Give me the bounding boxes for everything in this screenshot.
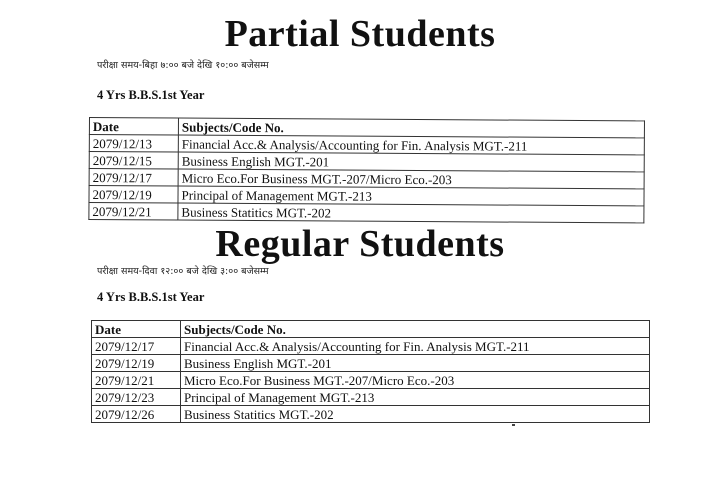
exam-date-cell: 2079/12/26 xyxy=(92,406,181,423)
regular-schedule-table xyxy=(91,320,650,423)
exam-date-cell: 2079/12/13 xyxy=(89,135,178,153)
subject-column-header: Subjects/Code No. xyxy=(178,118,644,138)
scan-speck xyxy=(512,424,515,426)
subject-cell: Business Statitics MGT.-202 xyxy=(181,406,650,423)
table-row xyxy=(92,355,650,372)
subject-cell: Business Statitics MGT.-202 xyxy=(178,203,644,223)
date-column-header: Date xyxy=(92,321,181,338)
subject-cell: Micro Eco.For Business MGT.-207/Micro Eco.-203 xyxy=(178,169,644,189)
date-column-header: Date xyxy=(89,118,178,136)
subject-cell: Business English MGT.-201 xyxy=(181,355,650,372)
regular-exam-time-note: परीक्षा समय-दिवा १२:०० बजे देखि ३:०० बजेसम्म xyxy=(97,266,269,277)
table-row xyxy=(89,203,644,223)
subject-cell: Micro Eco.For Business MGT.-207/Micro Eco.-203 xyxy=(181,372,650,389)
table-row xyxy=(92,406,650,423)
subject-cell: Financial Acc.& Analysis/Accounting for Fin. Analysis MGT.-211 xyxy=(181,338,650,355)
table-row xyxy=(92,338,650,355)
subject-column-header: Subjects/Code No. xyxy=(181,321,650,338)
partial-exam-time-note: परीक्षा समय-बिहा ७:०० बजे देखि १०:०० बजेसम्म xyxy=(97,60,269,71)
table-row xyxy=(92,389,650,406)
exam-date-cell: 2079/12/19 xyxy=(89,186,178,204)
subject-cell: Business English MGT.-201 xyxy=(178,152,644,172)
table-row xyxy=(92,372,650,389)
partial-schedule-table xyxy=(88,117,645,223)
regular-program-label: 4 Yrs B.B.S.1st Year xyxy=(97,290,205,304)
subject-cell: Financial Acc.& Analysis/Accounting for Fin. Analysis MGT.-211 xyxy=(178,135,644,155)
partial-students-heading: Partial Students xyxy=(224,13,496,55)
regular-students-heading: Regular Students xyxy=(215,223,505,265)
exam-date-cell: 2079/12/17 xyxy=(92,338,181,355)
exam-date-cell: 2079/12/15 xyxy=(89,152,178,170)
subject-cell: Principal of Management MGT.-213 xyxy=(181,389,650,406)
subject-cell: Principal of Management MGT.-213 xyxy=(178,186,644,206)
exam-date-cell: 2079/12/19 xyxy=(92,355,181,372)
exam-date-cell: 2079/12/21 xyxy=(92,372,181,389)
exam-date-cell: 2079/12/17 xyxy=(89,169,178,187)
exam-date-cell: 2079/12/23 xyxy=(92,389,181,406)
table-header-row xyxy=(92,321,650,338)
exam-date-cell: 2079/12/21 xyxy=(89,203,178,221)
partial-program-label: 4 Yrs B.B.S.1st Year xyxy=(97,88,205,102)
